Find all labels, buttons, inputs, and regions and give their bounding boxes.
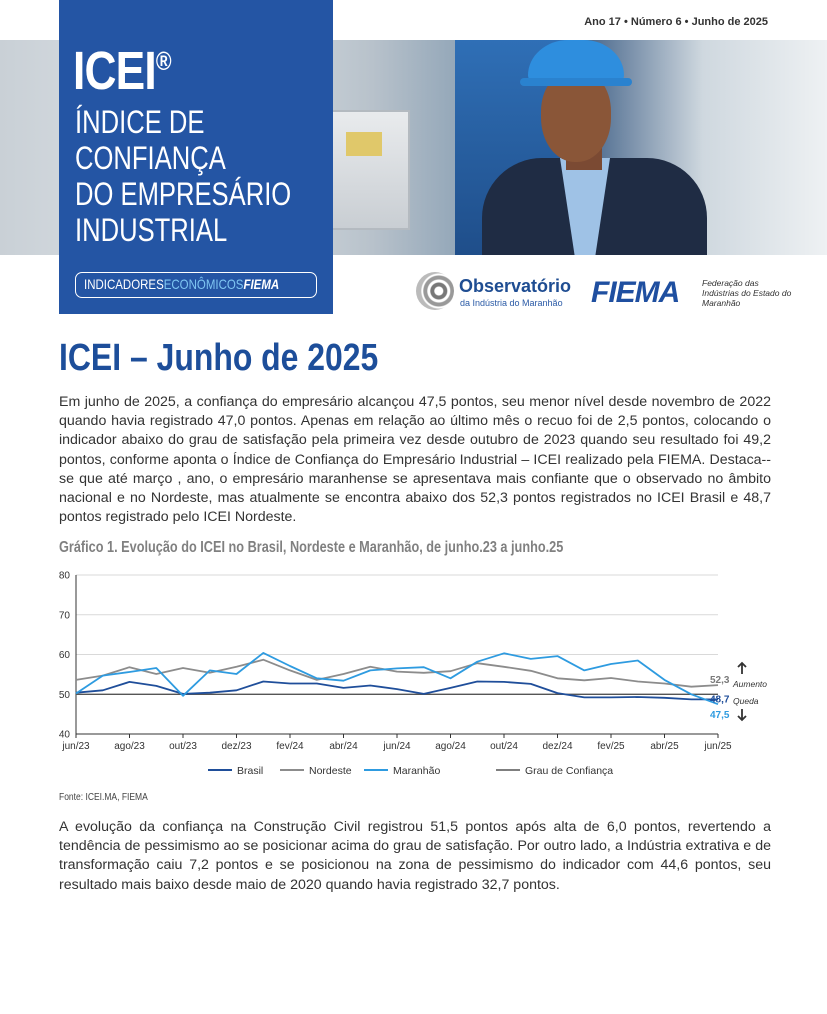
x-tick-label: jun/24 [383, 741, 411, 752]
annotation-up: Aumento [733, 679, 768, 689]
end-labels [710, 663, 767, 721]
subtitle-line: INDUSTRIAL [75, 212, 228, 248]
y-tick-label: 50 [58, 689, 70, 701]
arrow-down-icon [738, 709, 746, 720]
x-tick-label: dez/24 [542, 741, 573, 752]
legend-label: Grau de Confiança [525, 765, 614, 777]
y-tick-label: 60 [58, 650, 70, 661]
x-tick-label: ago/23 [114, 741, 145, 752]
observatorio-icon [416, 272, 454, 310]
x-tick-label: ago/24 [435, 741, 466, 752]
fiema-description: Federação das Indústrias do Estado do Maranhão [702, 278, 792, 308]
chart-series [76, 653, 718, 704]
legend-label: Brasil [237, 765, 264, 777]
x-tick-label: out/23 [169, 741, 197, 752]
x-tick-label: abr/24 [329, 741, 358, 752]
indicators-badge: INDICADORESECONÔMICOSFIEMA [75, 272, 317, 298]
subtitle-line: DO EMPRESÁRIO [75, 176, 292, 212]
x-axis [61, 734, 732, 752]
chart-title: Gráfico 1. Evolução do ICEI no Brasil, Nordeste e Maranhão, de junho.23 a junho.25 [59, 539, 564, 556]
page-title: ICEI – Junho de 2025 [59, 337, 379, 379]
title-panel [59, 0, 333, 314]
subtitle-line: ÍNDICE DE [75, 104, 205, 140]
x-tick-label: fev/24 [276, 741, 304, 752]
factory-machine [330, 110, 410, 230]
y-tick-label: 70 [58, 610, 70, 622]
brand-subtitle [75, 104, 292, 248]
intro-paragraph: Em junho de 2025, a confiança do empresário alcançou 47,5 pontos, seu menor nível desde novembro de 2022 quando havia registrado 47,0 pontos. Apenas em relação ao último mês o recuo foi de 2,5 pontos, colocando o indicador abaixo do grau de satisfação pela primeira vez desde outubro de 2023 quando seu resultado foi 49,2 pontos, conforme aponta o Índice de Confiança do Empresário Industrial – ICEI realizado pela FIEMA. Destaca--se que até março , ano, o empresário maranhense se apresentava mais confiante que o observado no âmbito nacional e no Nordeste, mas atualmente se encontra abaixo dos 52,3 pontos registrados no ICEI Brasil e 48,7 pontos registrado pelo ICEI Nordeste. [59, 394, 771, 526]
x-tick-label: jun/25 [704, 741, 732, 752]
x-tick-label: jun/23 [62, 741, 90, 752]
annotation-down: Queda [733, 696, 759, 706]
subtitle-line: CONFIANÇA [75, 140, 226, 176]
end-label-maranhao: 47,5 [710, 710, 730, 722]
end-label-nordeste: 52,3 [710, 675, 730, 687]
x-tick-label: out/24 [490, 741, 518, 752]
end-label-brasil: 48,7 [710, 694, 730, 706]
observatorio-logo: Observatório da Indústria do Maranhão [416, 272, 576, 316]
chart-grid [76, 575, 718, 734]
y-tick-label: 80 [58, 570, 70, 582]
chart-source: Fonte: ICEI.MA, FIEMA [59, 792, 148, 803]
series-line-nordeste [76, 660, 718, 687]
x-tick-label: fev/25 [597, 741, 625, 752]
legend-label: Maranhão [393, 765, 441, 777]
arrow-up-icon [738, 663, 746, 674]
icei-line-chart [0, 560, 827, 790]
second-paragraph: A evolução da confiança na Construção Civil registrou 51,5 pontos após alta de 6,0 pontos, revertendo a tendência de pessimismo ao se posicionar acima do grau de satisfação. Por outro lado, a Indústria extrativa e de transformação caiu 7,2 pontos e se posicionou na zona de pessimismo do indicador com 44,6 pontos, seu resultado mais baixo desde maio de 2020 quando havia registrado 32,7 pontos. [59, 819, 771, 893]
issue-info: Ano 17 • Número 6 • Junho de 2025 [584, 16, 768, 28]
legend-label: Nordeste [309, 765, 352, 777]
brand-title: ICEI® [73, 41, 171, 101]
chart-legend [208, 765, 613, 777]
x-tick-label: dez/23 [221, 741, 252, 752]
fiema-logo: FIEMA [591, 276, 680, 309]
y-axis [59, 571, 76, 741]
y-tick-label: 40 [58, 729, 70, 741]
x-tick-label: abr/25 [650, 741, 679, 752]
